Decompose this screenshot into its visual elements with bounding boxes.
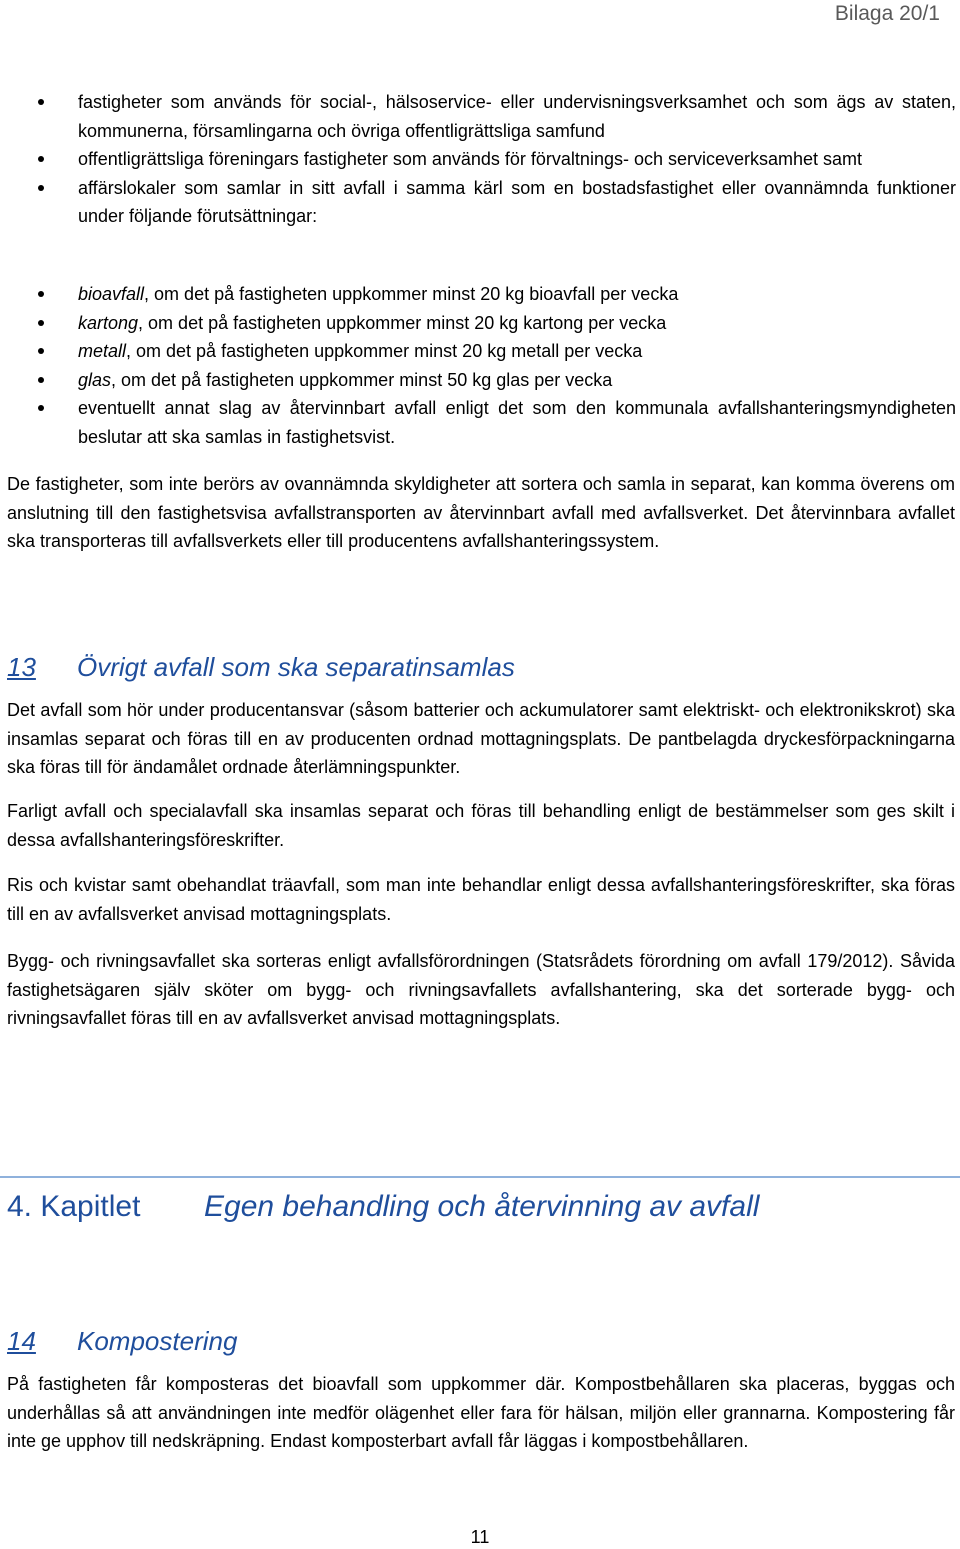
chapter-divider [0, 1176, 960, 1178]
waste-type-term: bioavfall [78, 284, 145, 304]
list-item [0, 337, 960, 366]
bullet-icon [38, 99, 44, 105]
section-number: 14 [7, 1326, 36, 1356]
list-item [0, 280, 960, 309]
list-item [0, 394, 960, 451]
list-item [0, 366, 960, 395]
section-13-paragraph: Farligt avfall och specialavfall ska insamlas separat och föras till behandling enligt de bestämmelser som ges skilt i dessa avfallshanteringsföreskrifter. [7, 801, 955, 850]
section-13-paragraph: Bygg- och rivningsavfallet ska sorteras enligt avfallsförordningen (Statsrådets förordning om avfall 179/2012). Såvida fastighetsägaren själv sköter om bygg- och rivningsavfallets avfallshantering, ska det sorterade bygg- och rivningsavfallet föras till en av avfallsverket anvisad mottagningsplats. [7, 951, 955, 1029]
list-item-text: , om det på fastigheten uppkommer minst 20 kg kartong per vecka [138, 312, 667, 333]
bullet-icon [38, 185, 44, 191]
waste-type-term: glas [78, 369, 112, 390]
chapter-label: 4. Kapitlet [7, 1190, 141, 1223]
section-13-paragraph: Ris och kvistar samt obehandlat träavfall, som man inte behandlar enligt dessa avfallshanteringsföreskrifter, ska föras till en av avfallsverket anvisad mottagningsplats. [7, 875, 955, 924]
bullet-icon [38, 377, 44, 383]
section-13-paragraph: Det avfall som hör under producentansvar (såsom batterier och ackumulatorer samt elektriskt- och elektronikskrot) ska insamlas separat och föras till en av producenten ordnad mottagningsplats. De pantbelagda dryckesförpackningarna ska föras till för ändamålet ordnade återlämningspunkter. [7, 700, 955, 778]
section-14-heading [7, 1326, 237, 1357]
page-header-label: Bilaga 20/1 [834, 2, 940, 25]
section-number: 13 [7, 652, 36, 682]
bullet-list-waste-conditions [0, 280, 960, 452]
section-title: Övrigt avfall som ska separatinsamlas [77, 652, 515, 682]
section-14-paragraph: På fastigheten får komposteras det bioavfall som uppkommer där. Kompostbehållaren ska placeras, byggas och underhållas så att användningen inte medför olägenhet eller fara för hälsan, miljön eller grannarna. Kompostering får inte ge upphov till nedskräpning. Endast komposterbart avfall får läggas i kompostbehållaren. [7, 1374, 955, 1452]
chapter-title: Egen behandling och återvinning av avfall [204, 1190, 760, 1223]
section-title: Kompostering [77, 1326, 238, 1356]
chapter-heading [7, 1190, 760, 1224]
list-item-text: , om det på fastigheten uppkommer minst 50 kg glas per vecka [111, 369, 613, 390]
list-item [0, 145, 960, 174]
bullet-icon [38, 291, 44, 297]
list-item-text: offentligrättsliga föreningars fastigheter som används för förvaltnings- och serviceverksamhet samt [78, 149, 863, 170]
bullet-icon [38, 156, 44, 162]
bullet-icon [38, 348, 44, 354]
bullet-icon [38, 405, 44, 411]
waste-type-term: metall [78, 341, 127, 362]
intro-paragraph: De fastigheter, som inte berörs av ovannämnda skyldigheter att sortera och samla in separat, kan komma överens om anslutning till den fastighetsvisa avfallstransporten av återvinnbart avfall med avfallsverket. Det återvinnbara avfallet ska transporteras till avfallsverkets eller till producentens avfallshanteringssystem. [7, 474, 955, 552]
list-item [0, 174, 960, 231]
list-item-text: , om det på fastigheten uppkommer minst 20 kg bioavfall per vecka [144, 284, 679, 304]
page-number: 11 [470, 1527, 490, 1547]
list-item-text: affärslokaler som samlar in sitt avfall i samma kärl som en bostadsfastighet eller ovannämnda funktioner under följande förutsättningar: [78, 177, 956, 227]
list-item-text: , om det på fastigheten uppkommer minst 20 kg metall per vecka [126, 341, 643, 362]
list-item [0, 309, 960, 338]
list-item [0, 88, 960, 145]
list-item-text: eventuellt annat slag av återvinnbart avfall enligt det som den kommunala avfallshanteringsmyndigheten beslutar att ska samlas in fastighetsvist. [78, 398, 956, 447]
waste-type-term: kartong [78, 312, 139, 333]
bullet-list-property-types [0, 88, 960, 231]
section-13-heading [7, 652, 515, 683]
list-item-text: fastigheter som används för social-, hälsoservice- eller undervisningsverksamhet och som ägs av staten, kommunerna, församlingarna och övriga offentligrättsliga samfund [78, 92, 956, 141]
bullet-icon [38, 320, 44, 326]
